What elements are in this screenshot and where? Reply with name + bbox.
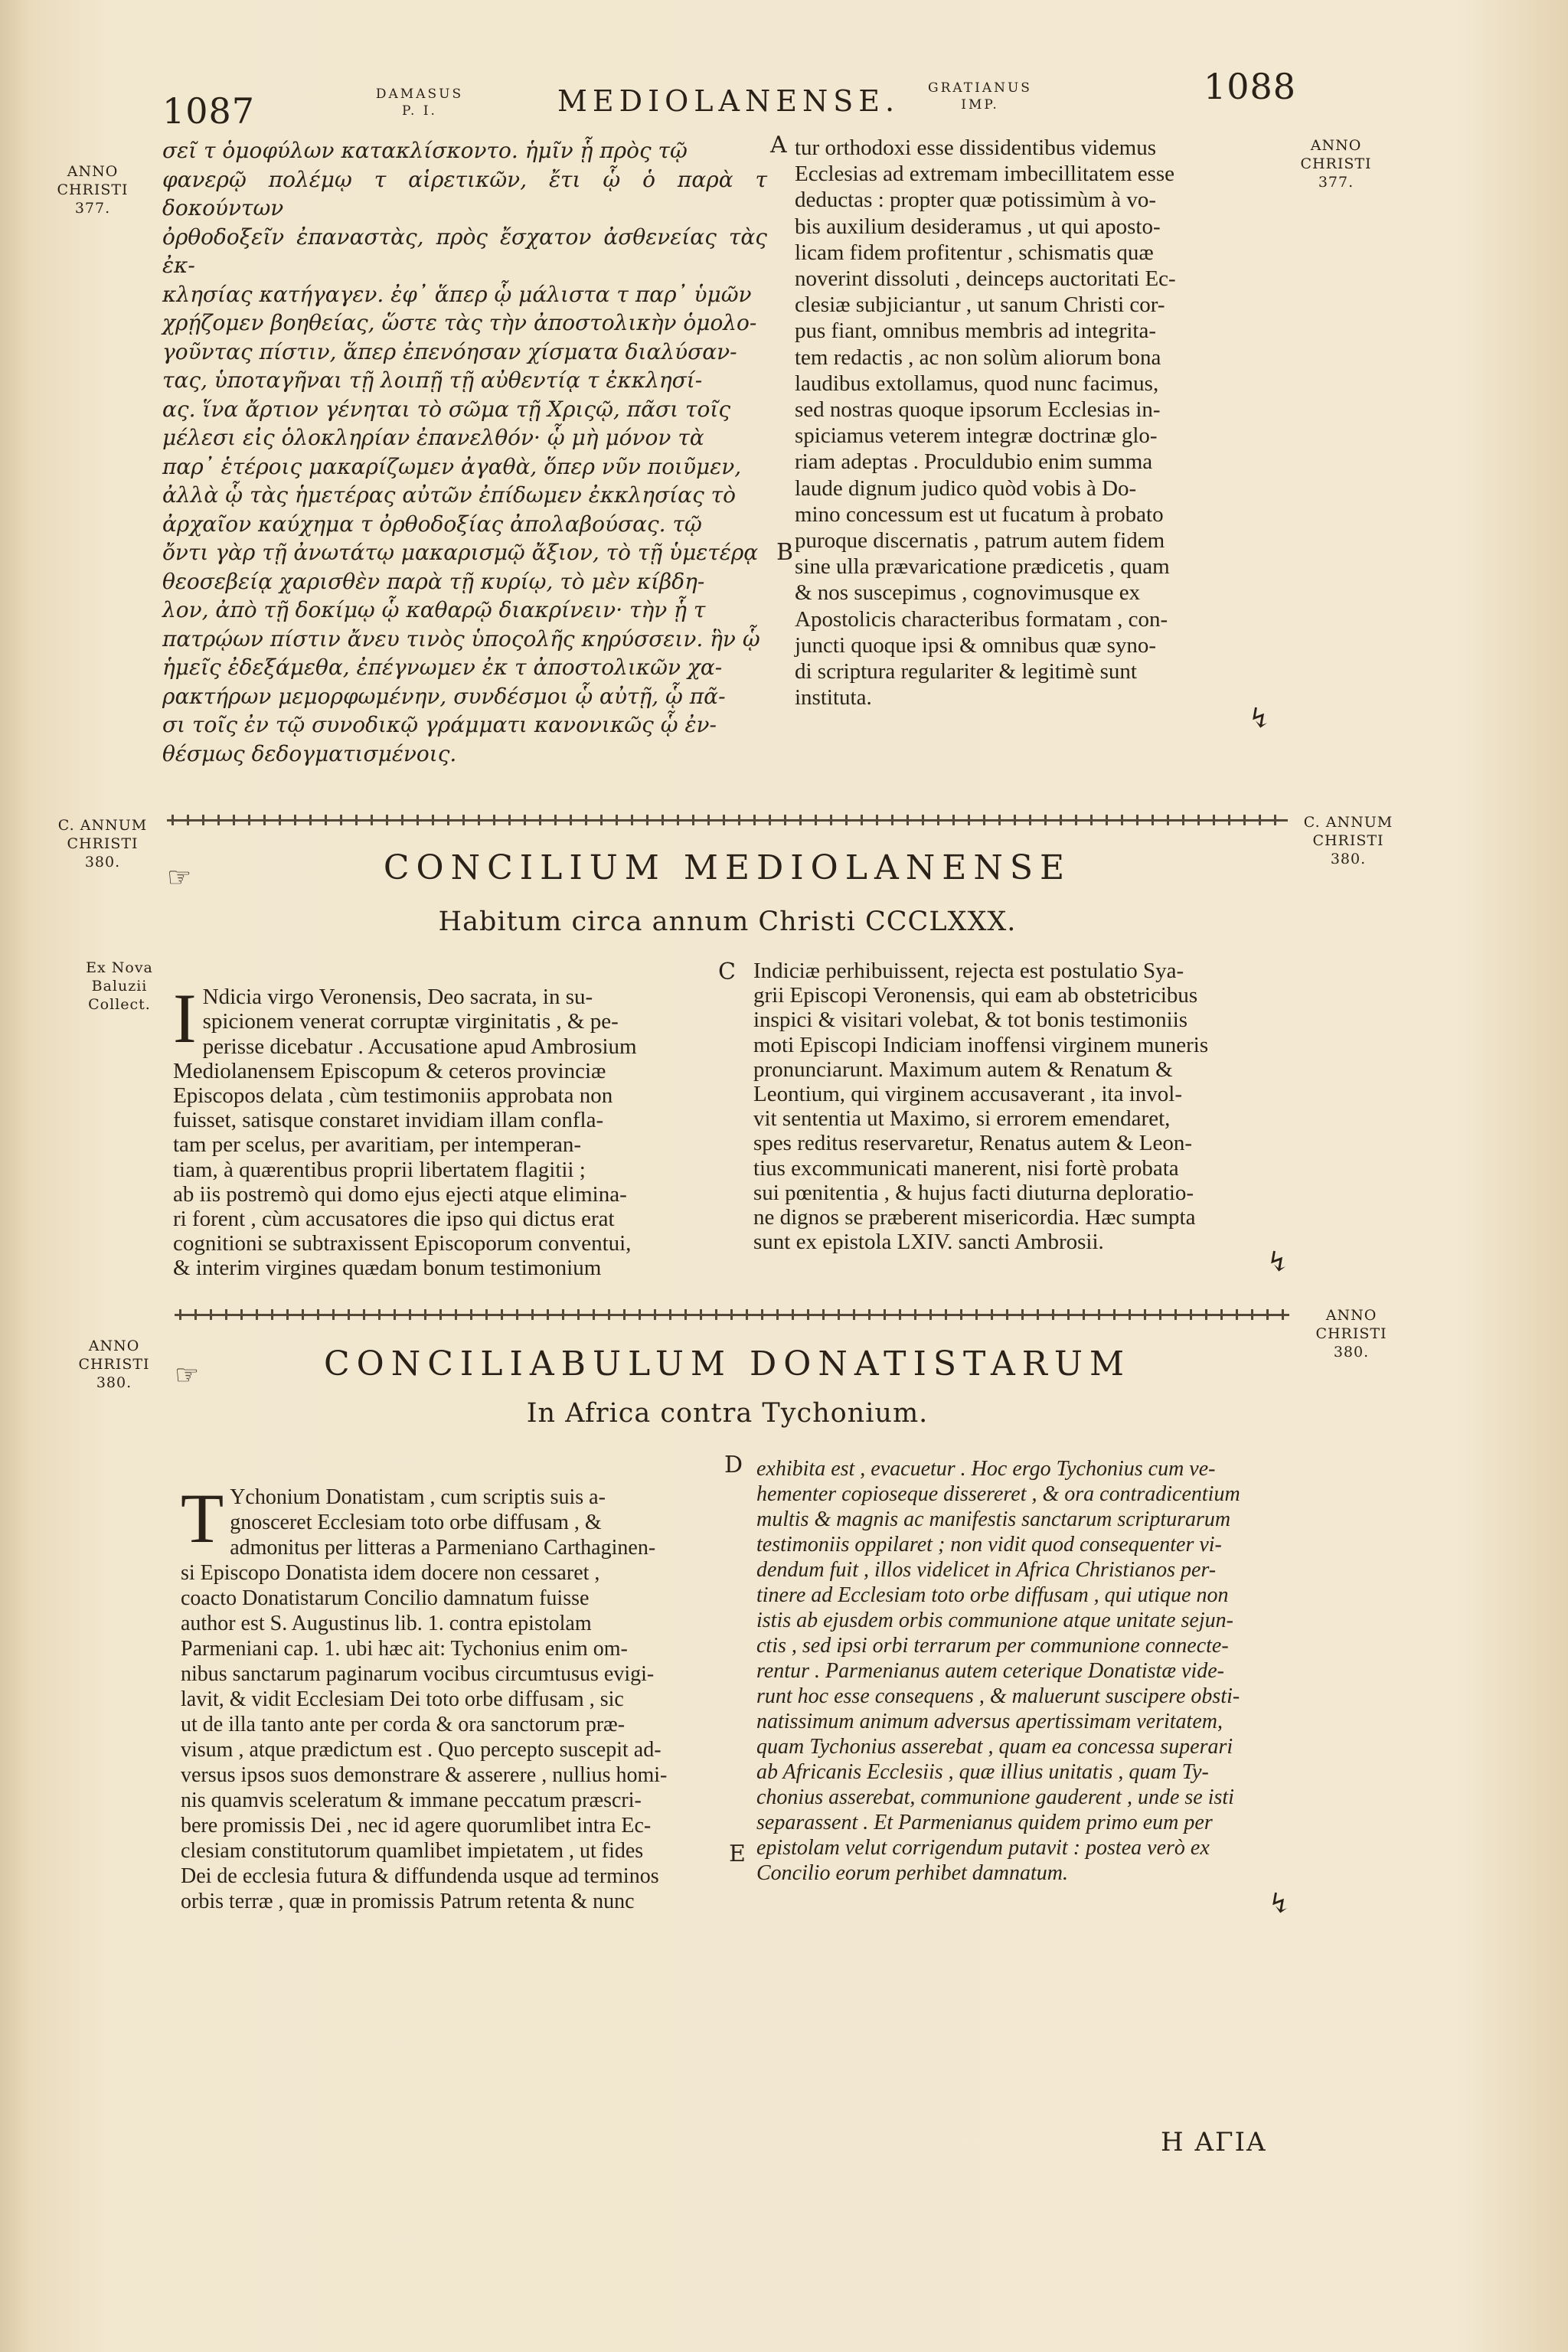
latin-text-column-top: tur orthodoxi esse dissidentibus videmus Ecclesias ad extremam imbecillitatem esse deductas : propter quæ potissimùm à vo- bis auxilium desideramus , ut qui aposto- licam fidem profitentur , schismatis quæ noverint dissoluti , deinceps auctoritati Ec- clesiæ subjiciantur , ut sanum Christi cor- pus fiant, omnibus membris ad integrita- tem redactis , ac non solùm aliorum bona laudibus extollamus, quod nunc facimus, sed nostras quoque ipsorum Ecclesias in- spiciamus veterem integræ doctrinæ glo- riam adeptas . Proculdubio enim summa laude dignum judico quòd vobis à Do- mino concessum est ut fucatum à probato puroque discernatis , patrum autem fidem sine ulla prævaricatione prædicetis , quam & nos suscepimus , cognovimusque ex Apostolicis characteribus formatam , con- juncti quoque ipsi & omnibus quæ syno- di scriptura regulariter & legitimè sunt instituta. [795,136,1176,710]
section-subtitle-concilium: Habitum circa annum Christi CCCLXXX. [438,906,1017,937]
margin-line: CHRISTI [1312,832,1384,849]
section-title-concilium: CONCILIUM MEDIOLANENSE [383,848,1072,887]
conciliabulum-left-body: Ychonium Donatistam , cum scriptis suis a- gnosceret Ecclesiam toto orbe diffusam , & admonitus per litteras a Parmeniano Carthaginen- si Episcopo Donatista idem docere non cessaret , coacto Donatistarum Concilio damnatum fuisse author est S. Augustinus lib. 1. contra epistolam Parmeniani cap. 1. ubi hæc ait: Tychonius enim om- nibus sanctarum paginarum vocibus circumtusus evigi- lavit, & vidit Ecclesiam Dei toto orbe diffusam , sic ut de illa tanto ante per corda & ora sanctorum præ- visum , atque prædictum est . Quo percepto suscepit ad- versus ipsos suos demonstrare & asserere , nullius homi- nis quamvis sceleratum & immane peccatum præscri- bere promissis Dei , nec id agere quorumlibet intra Ec- clesiam constitutorum quamlibet impietatem , ut fides Dei de ecclesia futura & diffundenda usque ad terminos orbis terræ , quæ in promissis Patrum retenta & nunc [181,1485,668,1913]
end-flourish-icon: ↯ [1248,703,1272,734]
header-left-small [374,86,466,119]
margin-line: CHRISTI [1315,1325,1387,1342]
margin-note-year-sec1-left [49,816,156,871]
section-letter-c: C [718,959,736,985]
drop-cap-t: T [181,1479,224,1557]
conciliabulum-text-left [181,1459,717,1914]
margin-note-year-sec2-left [64,1337,164,1392]
concilium-text-right: Indiciæ perhibuissent, rejecta est postulatio Sya- grii Episcopi Veronensis, qui eam ab obstetricibus inspici & visitari volebat, & tot bonis testimoniis moti Episcopi Indiciam inoffensi virginem muneris pronunciarunt. Maximum autem & Renatum & Leontium, qui virginem accusaverant , ita invol- vit sententia ut Maximo, si errorem emendaret, spes reditus reservaretur, Renatus autem & Leon- tius excommunicati manerent, nisi fortè probata sui pœnitentia , & hujus facti diuturna deploratio- ne dignos se præberent misericordia. Hæc sumpta sunt ex epistola LXIV. sancti Ambrosii. [753,959,1209,1255]
margin-line: ANNO [1325,1307,1377,1324]
margin-line: 380. [84,854,121,871]
margin-line: 377. [1318,174,1354,191]
margin-line: CHRISTI [78,1356,150,1373]
ornamental-rule [175,1306,1289,1323]
header-right-line2: IMP. [961,97,999,113]
margin-line: Collect. [88,996,151,1013]
margin-note-year-top-right [1286,136,1386,191]
section-letter-a: A [770,132,787,158]
conciliabulum-text-right: exhibita est , evacuetur . Hoc ergo Tychonius cum ve- hementer copioseque dissereret , & ora contradicentium multis & magnis ac manifestis sanctarum scripturarum testimoniis oppilaret ; non vidit quod consequenter vi- dendum fuit , illos videlicet in Africa Christianos per- tinere ad Ecclesiam toto orbe diffusam , qui utique non istis ab ejusdem orbis communione atque unitate sejun- ctis , sed ipsi orbi terrarum per communione connecte- rentur . Parmenianus autem ceterique Donatistæ vide- runt hoc esse consequens , & maluerunt suscipere obsti- natissimum animum adversus apertissimam veritatem, quam Tychonius asserebat , quam ea concessa superari ab Africanis Ecclesiis , quæ illius unitatis , quam Ty- chonius asserebat, communione gauderent , unde se isti separassent . Et Parmenianus quidem primo eum per epistolam velut corrigendum putavit : postea verò ex Concilio eorum perhibet damnatum. [756,1457,1240,1885]
margin-note-year-sec2-right [1302,1306,1401,1361]
margin-line: 380. [1330,851,1367,867]
header-right-line1: GRATIANUS [928,80,1032,96]
section-subtitle-conciliabulum: In Africa contra Tychonium. [526,1398,929,1429]
margin-line: ANNO [1310,137,1362,154]
margin-line: ANNO [67,163,119,180]
margin-line: 380. [1333,1344,1370,1361]
catchword: Η ΑΓΙΑ [1161,2127,1267,2158]
margin-line: 380. [96,1374,132,1391]
section-title-conciliabulum: CONCILIABULUM DONATISTARUM [323,1344,1132,1383]
margin-line: C. ANNUM [1303,814,1393,831]
end-flourish-icon: ↯ [1266,1246,1290,1278]
page-number-left: 1087 [162,90,256,132]
margin-note-source [74,959,165,1014]
pointing-hand-icon: ☞ [167,862,192,893]
end-flourish-icon: ↯ [1268,1888,1292,1919]
margin-line: CHRISTI [1300,155,1372,172]
header-left-line2: P. I. [402,103,437,119]
margin-line: Ex Nova [86,959,153,976]
header-right-small [926,80,1034,113]
ornamental-rule [167,812,1288,828]
section-letter-d: D [724,1452,743,1478]
margin-line: C. ANNUM [57,817,148,834]
concilium-left-body: Ndicia virgo Veronensis, Deo sacrata, in su- spicionem venerat corruptæ virginitatis , & pe- perisse dicebatur . Accusatione apud Ambrosium Mediolanensem Episcopum & ceteros provinciæ Episcopos delata , cùm testimoniis approbata non fuisset, satisque constaret invidiam illam confla- tam per scelus, per avaritiam, per intemperan- tiam, à quærentibus proprii libertatem flagitii ; ab iis postremò qui domo ejus ejecti atque elimina- ri forent , cùm accusatores die ipso qui dictus erat cognitioni se subtraxissent Episcoporum conventui, & interim virgines quædam bonum testimonium [173,985,637,1281]
margin-line: CHRISTI [67,835,139,852]
concilium-text-left [173,960,709,1281]
margin-line: ANNO [88,1338,140,1354]
margin-note-year-sec1-right [1291,813,1406,868]
running-header-title: MEDIOLANENSE. [557,84,900,118]
section-letter-e: E [729,1841,746,1867]
greek-text-column: σεῖ τ ὁμοφύλων κατακλίσκοντο. ἡμῖν ᾗ πρὸς τῷ φανερῷ πολέμῳ τ αἱρετικῶν, ἔτι ᾧ ὁ παρὰ τ δοκούντων ὀρθοδοξεῖν ἐπαναστὰς, πρὸς ἔσχατον ἀσθενείας τὰς ἐκ- κλησίας κατήγαγεν. ἐφ᾽ ἅπερ ᾧ μάλιστα τ παρ᾽ ὑμῶν χρῄζομεν βοηθείας, ὥστε τὰς τὴν ἀποστολικὴν ὁμολο- γοῦντας πίστιν, ἅπερ ἐπενόησαν χίσματα διαλύσαν- τας, ὑποταγῆναι τῇ λοιπῇ τῇ αὐθεντίᾳ τ ἐκκλησί- ας. ἵνα ἄρτιον γένηται τὸ σῶμα τῇ Χριςῷ, πᾶσι τοῖς μέλεσι εἰς ὁλοκληρίαν ἐπανελθόν· ᾧ μὴ μόνον τὰ παρ᾽ ἑτέροις μακαρίζωμεν ἀγαθὰ, ὅπερ νῦν ποιῦμεν, ἀλλὰ ᾧ τὰς ἡμετέρας αὐτῶν ἐπίδωμεν ἐκκλησίας τὸ ἀρχαῖον καύχημα τ ὀρθοδοξίας ἀπολαβούσας. τῷ ὄντι γὰρ τῇ ἀνωτάτῳ μακαρισμῷ ἄξιον, τὸ τῇ ὑμετέρᾳ θεοσεβείᾳ χαρισθὲν παρὰ τῇ κυρίῳ, τὸ μὲν κίβδη- λον, ἀπὸ τῇ δοκίμῳ ᾧ καθαρῷ διακρίνειν· τὴν ᾗ τ πατρῴων πίστιν ἄνευ τινὸς ὑποςολῆς κηρύσσειν. ἣν ᾧ ἡμεῖς ἐδεξάμεθα, ἐπέγνωμεν ἐκ τ ἀποστολικῶν χα- ρακτήρων μεμορφωμένην, συνδέσμοι ᾧ αὐτῇ, ᾧ πᾶ- σι τοῖς ἐν τῷ συνοδικῷ γράμματι κανονικῶς ᾧ ἐν- θέσμως δεδογματισμένοις. [162,138,767,766]
header-left-line1: DAMASUS [375,87,464,102]
margin-line: Baluzii [91,978,148,995]
margin-line: CHRISTI [57,181,129,198]
pointing-hand-icon: ☞ [175,1360,200,1391]
drop-cap-i: I [173,979,197,1058]
margin-note-year-top-left [43,162,142,217]
section-letter-b: B [776,539,794,566]
margin-line: 377. [74,200,111,217]
page-number-right: 1088 [1204,66,1297,107]
